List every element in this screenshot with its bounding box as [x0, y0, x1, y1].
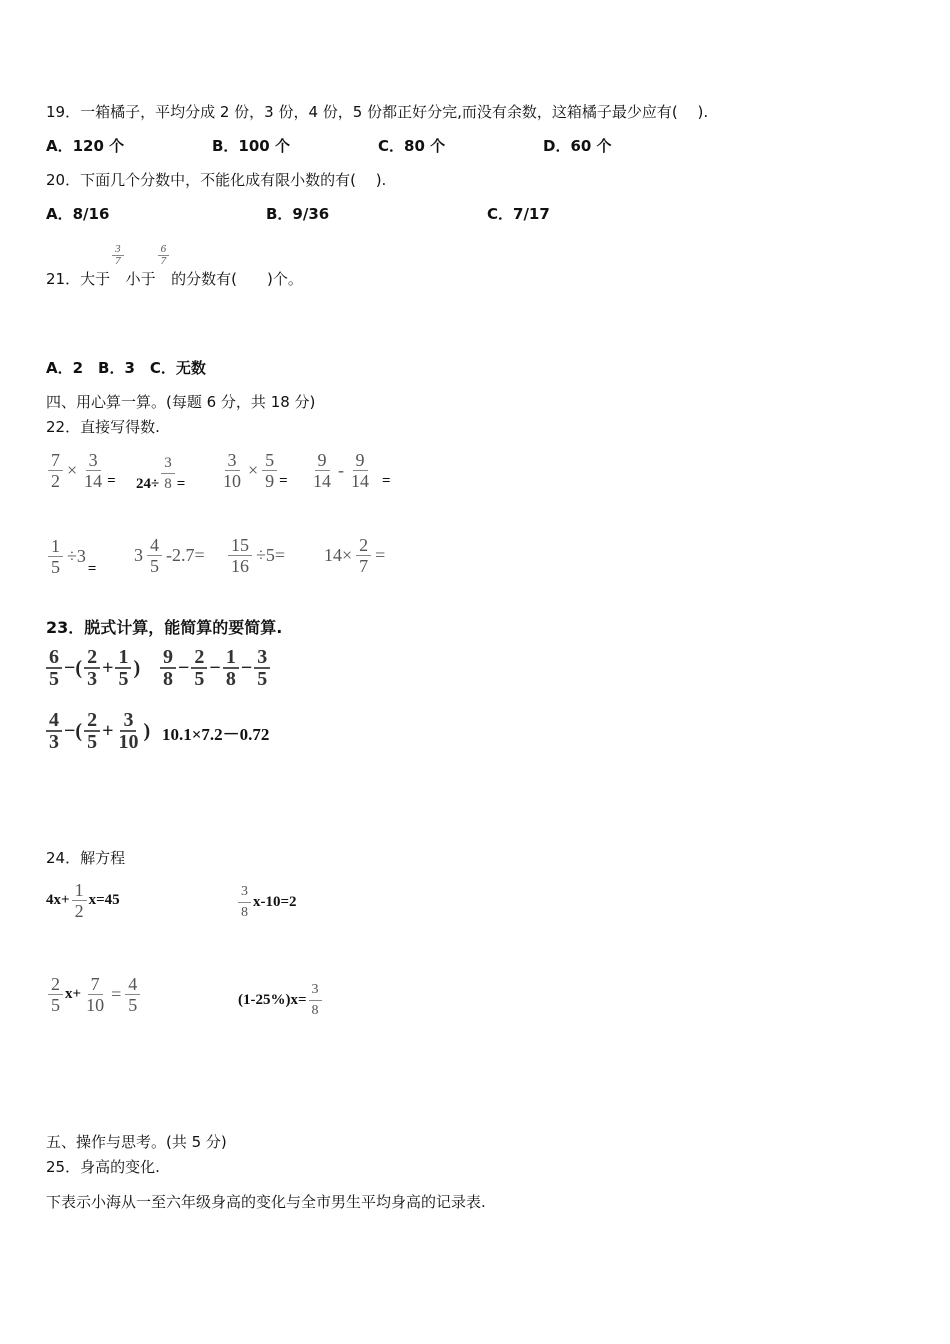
- fraction: [112, 244, 124, 267]
- denominator: 2: [74, 901, 84, 921]
- q19-text: 19．一箱橘子，平均分成 2 份，3 份，4 份，5 份都正好分完,而没有余数，这箱橘子最少应有( ).: [46, 103, 709, 121]
- numerator: 1: [48, 536, 63, 557]
- q23-expr-3: [44, 710, 150, 752]
- operator: -: [338, 460, 344, 480]
- operator: −: [178, 656, 190, 679]
- fraction: [254, 647, 270, 689]
- operator: −: [209, 656, 221, 679]
- q24-eq-4: [238, 980, 324, 1021]
- q25-text: 下表示小海从一至六年级身高的变化与全市男生平均身高的记录表.: [46, 1193, 486, 1211]
- operator: =: [107, 473, 116, 489]
- fraction: [84, 647, 100, 689]
- operator: ÷5=: [256, 545, 286, 565]
- numerator: 2: [48, 974, 63, 995]
- fraction: [220, 450, 244, 491]
- denominator: 14: [313, 471, 331, 491]
- q21-text-1: 21．大于: [46, 270, 111, 288]
- fraction: [46, 647, 62, 689]
- q22-expr-5: [46, 535, 96, 578]
- fraction: [310, 450, 334, 491]
- numerator: 4: [147, 535, 162, 556]
- denominator: 14: [351, 471, 369, 491]
- fraction: [262, 450, 277, 491]
- denominator: 8: [225, 668, 236, 690]
- q22-expr-8: [322, 535, 387, 576]
- operator: −: [240, 656, 253, 679]
- operator: ): [143, 719, 151, 742]
- q23-title: 23．脱式计算，能简算的要简算.: [46, 618, 283, 637]
- numerator: 3: [86, 450, 101, 471]
- fraction: [125, 974, 140, 1015]
- numerator: 9: [315, 450, 330, 471]
- operator: =: [382, 473, 391, 489]
- operator: =: [111, 984, 122, 1004]
- denominator: 3: [49, 731, 59, 753]
- numerator: 15: [228, 535, 252, 556]
- q22-expr-3: [218, 450, 288, 491]
- denominator: 5: [194, 668, 205, 690]
- operator: =: [176, 476, 186, 492]
- q24-eq-2: [236, 882, 297, 923]
- q19-option-c: C．80 个: [378, 137, 446, 155]
- operator: x=45: [88, 892, 120, 908]
- numerator: 3: [238, 882, 251, 903]
- fraction: [83, 974, 107, 1015]
- fraction: [158, 244, 170, 267]
- numerator: 1: [223, 647, 239, 669]
- denominator: 2: [51, 471, 60, 491]
- fraction: [115, 647, 131, 689]
- section-5-heading: 五、操作与思考。(共 5 分): [46, 1133, 227, 1151]
- numerator: 1: [115, 647, 131, 669]
- fraction: [348, 450, 372, 491]
- operator: −(: [64, 656, 83, 679]
- numerator: 5: [262, 450, 277, 471]
- q21-text-2: 小于: [125, 270, 156, 288]
- numerator: 2: [84, 710, 100, 732]
- operator: x+: [65, 986, 82, 1002]
- numerator: 3: [161, 453, 175, 474]
- operator: =: [375, 545, 386, 565]
- numerator: 2: [191, 647, 207, 669]
- operator: +: [102, 719, 114, 742]
- fraction: [356, 535, 371, 576]
- numerator: 9: [353, 450, 368, 471]
- q24-eq-1: [46, 880, 120, 921]
- fraction: [81, 450, 105, 491]
- operator: +: [102, 656, 114, 679]
- q22-expr-4: [308, 450, 391, 491]
- numerator: 7: [88, 974, 103, 995]
- numerator: 9: [160, 647, 176, 669]
- denominator: 8: [241, 905, 248, 920]
- fraction: [48, 450, 63, 491]
- q20-text: 20．下面几个分数中，不能化成有限小数的有( ).: [46, 171, 387, 189]
- operator: ×: [67, 460, 78, 480]
- q21-question: [46, 244, 303, 289]
- numerator: 3: [254, 647, 270, 669]
- denominator: 10: [223, 471, 241, 491]
- denominator: 8: [311, 1003, 319, 1018]
- denominator: 10: [118, 731, 139, 753]
- q22-title: 22．直接写得数.: [46, 418, 160, 436]
- denominator: 5: [150, 556, 159, 576]
- q21-options: A．2 B．3 C．无数: [46, 359, 206, 377]
- operator: x-10=2: [253, 894, 297, 910]
- q24-title: 24．解方程: [46, 849, 126, 867]
- denominator: 8: [163, 668, 173, 690]
- fraction: [161, 453, 175, 494]
- fraction: [115, 710, 141, 752]
- denominator: 5: [51, 557, 60, 577]
- q19-option-a: A．120 个: [46, 137, 125, 155]
- operator: 24÷: [136, 476, 160, 492]
- numerator: 2: [356, 535, 371, 556]
- fraction: [46, 710, 62, 752]
- operator: 3: [134, 545, 143, 565]
- denominator: 5: [49, 668, 59, 690]
- fraction: [223, 647, 239, 689]
- fraction: [160, 647, 176, 689]
- denominator: 14: [84, 471, 103, 491]
- denominator: 7: [359, 556, 369, 576]
- q22-expr-1: [46, 450, 116, 491]
- denominator: 10: [86, 995, 105, 1015]
- fraction: [191, 647, 207, 689]
- numerator: 3: [120, 710, 136, 732]
- section-4-heading: 四、用心算一算。(每题 6 分，共 18 分): [46, 393, 316, 411]
- q22-expr-2: [136, 453, 185, 494]
- q19-option-b: B．100 个: [212, 137, 290, 155]
- operator: =: [87, 561, 97, 577]
- operator: =: [279, 473, 288, 489]
- numerator: 4: [125, 974, 140, 995]
- denominator: 5: [257, 668, 268, 690]
- q20-option-a: A．8/16: [46, 205, 110, 223]
- numerator: 6: [158, 244, 170, 256]
- q23-expr-4: 10.1×7.2－0.72: [162, 725, 270, 744]
- numerator: 7: [48, 450, 63, 471]
- fraction: [228, 535, 252, 576]
- operator: ): [133, 656, 141, 679]
- numerator: 6: [46, 647, 62, 669]
- q25-title: 25．身高的变化.: [46, 1158, 160, 1176]
- fraction: [48, 536, 63, 577]
- operator: 4x+: [46, 892, 70, 908]
- q20-option-c: C．7/17: [487, 205, 550, 223]
- operator: (1-25%)x=: [238, 992, 307, 1008]
- denominator: 9: [265, 471, 275, 491]
- numerator: 3: [309, 980, 322, 1001]
- q20-option-b: B．9/36: [266, 205, 330, 223]
- q22-expr-6: [132, 535, 207, 576]
- denominator: 7: [160, 255, 167, 267]
- q19-option-d: D．60 个: [543, 137, 612, 155]
- denominator: 16: [231, 556, 249, 576]
- operator: ÷3: [67, 546, 86, 566]
- fraction: [48, 974, 63, 1015]
- denominator: 5: [128, 995, 138, 1015]
- denominator: 5: [118, 668, 129, 690]
- operator: -2.7=: [166, 545, 205, 565]
- fraction: [84, 710, 100, 752]
- fraction: [309, 980, 322, 1021]
- operator: ×: [248, 460, 259, 480]
- fraction: [72, 880, 87, 921]
- denominator: 8: [164, 476, 172, 492]
- numerator: 4: [46, 710, 62, 732]
- numerator: 3: [112, 244, 124, 256]
- q23-expr-2: [158, 647, 272, 689]
- numerator: 2: [84, 647, 100, 669]
- denominator: 5: [87, 731, 98, 753]
- numerator: 3: [225, 450, 240, 471]
- fraction: [147, 535, 162, 576]
- denominator: 3: [87, 668, 98, 690]
- numerator: 1: [72, 880, 87, 901]
- q21-text-3: 的分数有( )个。: [171, 270, 303, 288]
- fraction: [238, 882, 251, 923]
- q22-expr-7: [226, 535, 287, 576]
- denominator: 7: [115, 255, 121, 267]
- operator: −(: [64, 719, 83, 742]
- operator: 14×: [324, 545, 353, 565]
- denominator: 5: [51, 995, 60, 1015]
- q24-eq-3: [46, 974, 142, 1015]
- q23-expr-1: [44, 647, 140, 689]
